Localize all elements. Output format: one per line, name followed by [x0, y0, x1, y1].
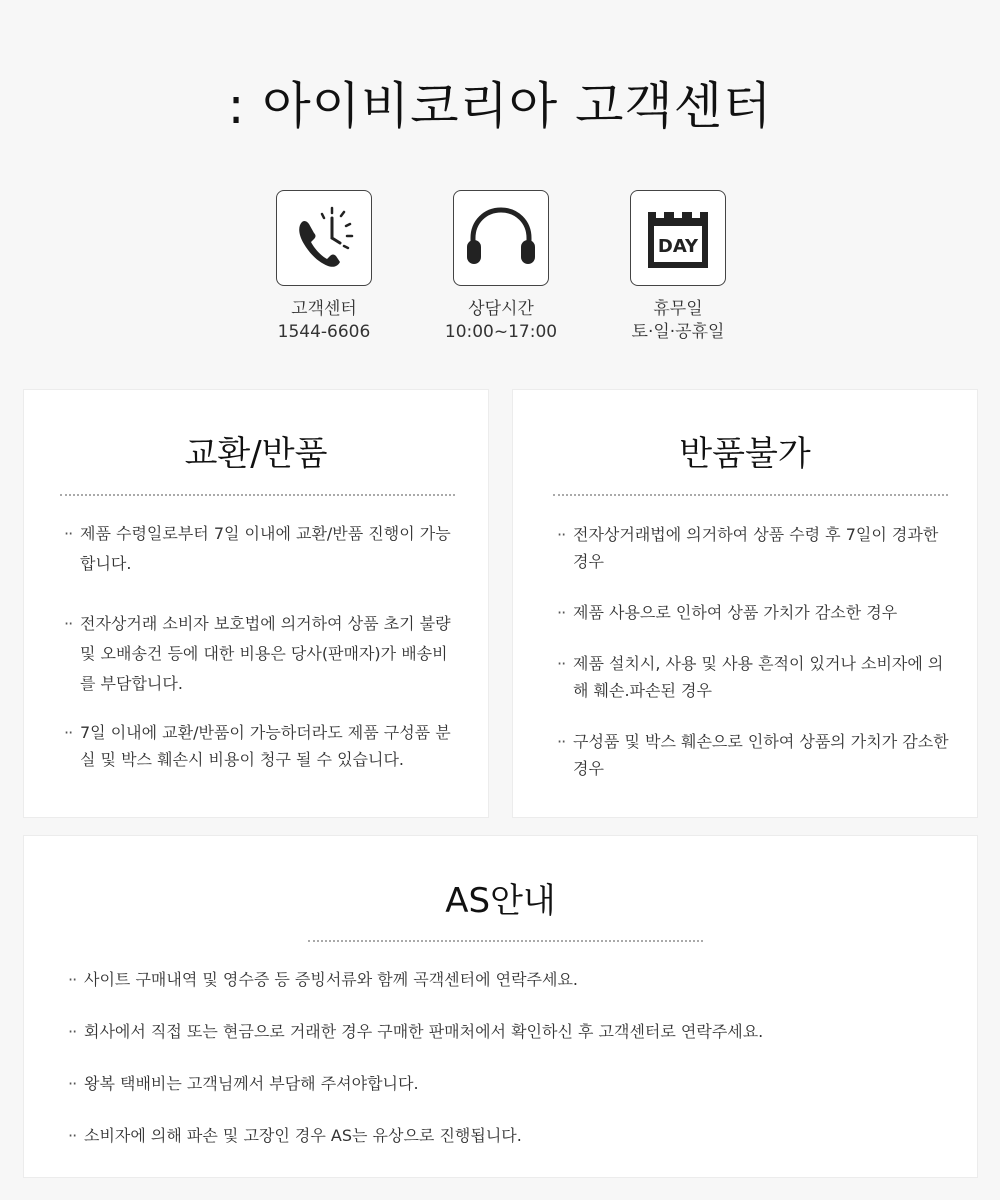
info-label: 휴무일 [653, 299, 703, 319]
list-item: ·· 제품 설치시, 사용 및 사용 흔적이 있거나 소비자에 의해 훼손.파손된 경우 [557, 654, 944, 700]
list-item: ·· 구성품 및 박스 훼손으로 인하여 상품의 가치가 감소한 경우 [557, 732, 949, 778]
exchange-list [64, 519, 459, 773]
phone-clock-icon-box [276, 190, 372, 286]
info-value: 토·일·공휴일 [631, 322, 725, 342]
list-item: ·· 왕복 택배비는 고객님께서 부담해 주셔야합니다. [68, 1074, 419, 1093]
list-item: ·· 사이트 구매내역 및 영수증 등 증빙서류와 함께 곡객센터에 연락주세요. [68, 970, 578, 989]
calendar-day-text: DAY [657, 236, 699, 257]
phone-clock-icon [284, 198, 364, 278]
card-divider [60, 494, 455, 496]
card-title: 교환/반품 [184, 434, 328, 474]
no-return-list [557, 521, 952, 782]
info-label: 상담시간 [468, 299, 534, 319]
card-title: AS안내 [445, 881, 556, 921]
list-item: ·· 전자상거래 소비자 보호법에 의거하여 상품 초기 불량 및 오배송건 등에 대한 비용은 당사(판매자)가 배송비를 부담합니다. [64, 614, 451, 693]
info-customer-center [244, 190, 404, 344]
info-value: 1544-6606 [277, 322, 371, 342]
headset-icon-box [453, 190, 549, 286]
info-consult-hours [421, 190, 581, 344]
exchange-return-card [23, 389, 489, 818]
no-return-card [512, 389, 978, 818]
card-divider [553, 494, 948, 496]
card-title: 반품불가 [679, 434, 811, 474]
calendar-day-icon-box [630, 190, 726, 286]
list-item: ·· 회사에서 직접 또는 현금으로 거래한 경우 구매한 판매처에서 확인하신 후 고객센터로 연락주세요. [68, 1022, 764, 1041]
list-item: ·· 제품 사용으로 인하여 상품 가치가 감소한 경우 [557, 603, 898, 622]
list-item: ·· 7일 이내에 교환/반품이 가능하더라도 제품 구성품 분실 및 박스 훼손시 비용이 청구 될 수 있습니다. [64, 723, 451, 769]
list-item: ·· 전자상거래법에 의거하여 상품 수령 후 7일이 경과한 경우 [557, 525, 939, 571]
headset-icon [461, 198, 541, 278]
list-item: ·· 제품 수령일로부터 7일 이내에 교환/반품 진행이 가능합니다. [64, 524, 451, 573]
page-title: : 아이비코리아 고객센터 [227, 77, 773, 135]
list-item: ·· 소비자에 의해 파손 및 고장인 경우 AS는 유상으로 진행됩니다. [68, 1126, 522, 1145]
info-label: 고객센터 [291, 299, 357, 319]
calendar-day-icon [638, 198, 718, 278]
info-holiday [598, 190, 758, 344]
as-guide-card [23, 835, 978, 1178]
info-value: 10:00~17:00 [444, 322, 558, 342]
as-list [68, 966, 948, 1149]
card-divider [308, 940, 703, 942]
